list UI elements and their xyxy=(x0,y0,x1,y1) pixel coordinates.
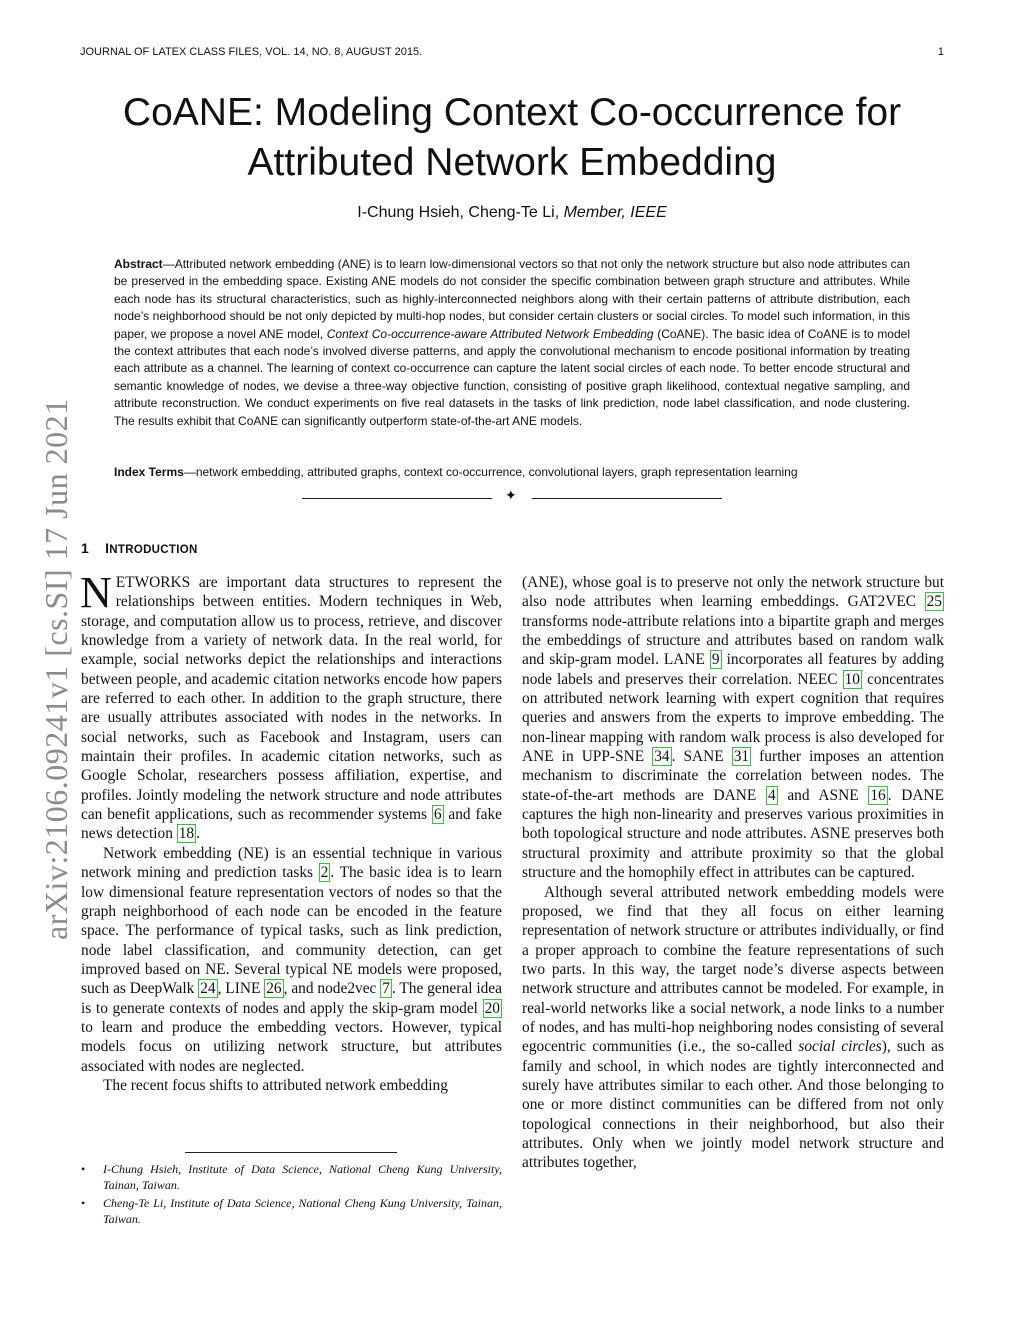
divider-line-left xyxy=(302,498,492,499)
citation-link[interactable]: 2 xyxy=(320,864,329,882)
citation-link[interactable]: 18 xyxy=(178,825,195,843)
paragraph-text: incorporates all features by adding node labels and preserves their correlation. NEEC xyxy=(522,651,944,688)
section-number: 1 xyxy=(81,540,90,556)
emphasis-term: social circles xyxy=(798,1038,882,1056)
citation-link[interactable]: 9 xyxy=(711,651,720,669)
paragraph: The recent focus shifts to attributed network embedding xyxy=(103,1076,448,1094)
paragraph-text: . The general idea is to generate contexts of nodes and apply the skip-gram model xyxy=(81,980,502,1017)
paragraph-text: to learn and produce the embedding vectors. However, typical models focus on utilizing network structure, but attributes associated with nodes are neglected. xyxy=(81,1018,502,1075)
bullet-icon: • xyxy=(81,1196,86,1210)
citation-link[interactable]: 7 xyxy=(382,980,390,998)
footnote-text: Cheng-Te Li, Institute of Data Science, National Cheng Kung University, Tainan, Taiwan. xyxy=(103,1196,502,1226)
drop-cap: N xyxy=(80,568,112,617)
citation-link[interactable]: 20 xyxy=(484,999,500,1017)
section-heading xyxy=(81,540,198,556)
paragraph-text: . The basic idea is to learn low dimensional feature representation vectors of nodes so that the graph neighborhood of each node can be encoded in the feature space. The performance of typical tasks, such as link prediction, node label classification, and community detection, can get improved based on NE. Several typical NE models were proposed, such as DeepWalk xyxy=(81,864,502,998)
paragraph-text: ), such as family and school, in which nodes are tightly interconnected and surely have attributes similar to each other. And those belonging to one or more distinct communities can be differed from not only topological connections in their neighborhood, but also their attributes. Only when we jointly model network structure and attributes together, xyxy=(522,1038,944,1172)
left-column xyxy=(80,568,502,1095)
section-title-initial: I xyxy=(105,540,110,556)
citation-link[interactable]: 16 xyxy=(870,786,886,804)
paragraph-text: , and node2vec xyxy=(283,980,381,998)
paragraph xyxy=(80,568,502,844)
paragraph-text: are important data structures to represent the relationships between entities. Modern techniques in Web, storage, and computation allow us to process, retrieve, and discover knowledge from a variety of network data. In the real world, for example, social networks depict the relationships and interactions between people, and academic citation networks encode how papers are referred to each other. In addition to the graph structure, there are usually attributes associated with nodes in the networks. In social networks, such as Facebook and Instagram, users can maintain their profiles. In academic citation networks, such as Google Scholar, researchers possess affiliation, expertise, and profiles. Jointly modeling the network structure and node attributes can benefit applications, such as recommender systems xyxy=(81,574,502,824)
paragraph-text: (ANE), whose goal is to preserve not only the network structure but also node attributes when learning embeddings. GAT2VEC xyxy=(522,574,944,611)
footnote xyxy=(81,1162,502,1193)
diamond-icon: ✦ xyxy=(505,489,517,504)
smallcaps-word: ETWORKS xyxy=(115,574,191,591)
footnotes xyxy=(81,1162,502,1230)
author-membership: Member, IEEE xyxy=(563,204,667,221)
running-header xyxy=(80,46,944,58)
abstract-label: Abstract xyxy=(114,257,163,271)
author-names: I-Chung Hsieh, Cheng-Te Li, xyxy=(357,204,560,221)
paragraph xyxy=(81,844,502,1076)
author-line xyxy=(60,204,964,222)
divider-line-right xyxy=(532,498,722,499)
arxiv-identifier: arXiv:2106.09241v1 [cs.SI] 17 Jun 2021 xyxy=(38,398,74,940)
abstract-text-1: —Attributed network embedding (ANE) is to learn low-dimensional vectors so that not only the network structure but also node attributes can be preserved in the embedding space. Existing ANE models do not consider the specific combination between graph structure and attributes. While each node has its structural characteristics, such as highly-interconnected neighbors along with their certain patterns of attribute distribution, each node’s neighborhood should be not only depicted by multi-hop nodes, but consider certain clusters or social circles. To model such information, in this paper, we propose a novel ANE model, xyxy=(114,257,910,341)
bullet-icon: • xyxy=(81,1162,86,1176)
paragraph-text: and ASNE xyxy=(777,786,869,804)
index-terms xyxy=(114,464,910,481)
paragraph-text: and fake news detection xyxy=(81,806,502,843)
citation-link[interactable]: 31 xyxy=(733,748,750,766)
paragraph-text: . SANE xyxy=(671,748,732,766)
abstract-model-name: Context Co-occurrence-aware Attributed Network Embedding xyxy=(326,326,654,341)
section-title-rest: NTRODUCTION xyxy=(109,544,198,556)
footnote-rule xyxy=(185,1152,397,1153)
citation-link[interactable]: 25 xyxy=(926,593,942,611)
right-column xyxy=(522,573,944,1173)
title-line-1: CoANE: Modeling Context Co-occurrence for xyxy=(122,91,902,134)
section-divider xyxy=(302,490,722,506)
paragraph-text: further imposes an attention mechanism to discriminate the correlation between nodes. The state-of-the-art methods are DANE xyxy=(522,748,944,804)
abstract-text-2: (CoANE). The basic idea of CoANE is to model the context attributes that each node’s involved diverse patterns, and apply the convolutional mechanism to encode positional information by treating each attribute as a channel. The learning of context co-occurrence can capture the latent social circles of each node. To better encode structural and semantic knowledge of nodes, we devise a three-way objective function, consisting of positive graph likelihood, contextual negative sampling, and attribute reconstruction. We conduct experiments on five real datasets in the tasks of link prediction, node label classification, and node clustering. The results exhibit that CoANE can significantly outperform state-of-the-art ANE models. xyxy=(114,326,910,428)
journal-header: JOURNAL OF LATEX CLASS FILES, VOL. 14, NO. 8, AUGUST 2015. xyxy=(80,46,423,58)
page-number: 1 xyxy=(937,46,944,58)
citation-link[interactable]: 34 xyxy=(654,748,670,766)
paragraph-text: , LINE xyxy=(217,980,265,998)
paper-title xyxy=(60,88,964,188)
paragraph-text: concentrates on attributed network learning with expert cognition that requires queries and answers from the experts to improve embedding. The non-linear mapping with random walk process is also developed for ANE in UPP-SNE xyxy=(522,670,944,766)
paragraph-text: transforms node-attribute relations into a bipartite graph and merges the embeddings of structure and attributes based on random walk and skip-gram model. LANE xyxy=(522,612,944,669)
citation-link[interactable]: 6 xyxy=(433,806,442,824)
index-terms-label: Index Terms xyxy=(114,465,184,479)
citation-link[interactable]: 26 xyxy=(266,980,282,998)
abstract xyxy=(114,256,910,430)
citation-link[interactable]: 4 xyxy=(767,786,776,804)
paragraph-text: Although several attributed network embedding models were proposed, we find that they all focus on either learning representation of network structure or attributes individually, or find a proper approach to combine the feature representations of such two parts. In this way, the target node’s diverse aspects between network structure and attributes cannot be modeled. For example, in real-world networks like a social network, a node links to a number of nodes, and has multi-hop neighboring nodes consisting of several egocentric communities (i.e., the so-called xyxy=(522,883,944,1056)
paragraph xyxy=(522,883,944,1173)
citation-link[interactable]: 10 xyxy=(844,670,860,688)
paragraph-text: Network embedding (NE) is an essential technique in various network mining and prediction tasks xyxy=(81,844,502,882)
paragraph-text: . DANE captures the high non-linearity and preserves various proximities in both topological structure and node attributes. ASNE preserves both structural proximity and attribute proximity so that the global structure and the homophily effect in attributes can be captured. xyxy=(522,786,944,882)
title-line-2: Attributed Network Embedding xyxy=(247,141,777,184)
paragraph xyxy=(522,573,944,883)
citation-link[interactable]: 24 xyxy=(200,980,216,998)
paragraph-text: . xyxy=(196,825,200,843)
footnote xyxy=(81,1196,502,1227)
footnote-text: I-Chung Hsieh, Institute of Data Science, National Cheng Kung University, Tainan, Taiwan. xyxy=(103,1162,502,1192)
index-terms-text: —network embedding, attributed graphs, context co-occurrence, convolutional layers, graph representation learning xyxy=(183,465,798,479)
